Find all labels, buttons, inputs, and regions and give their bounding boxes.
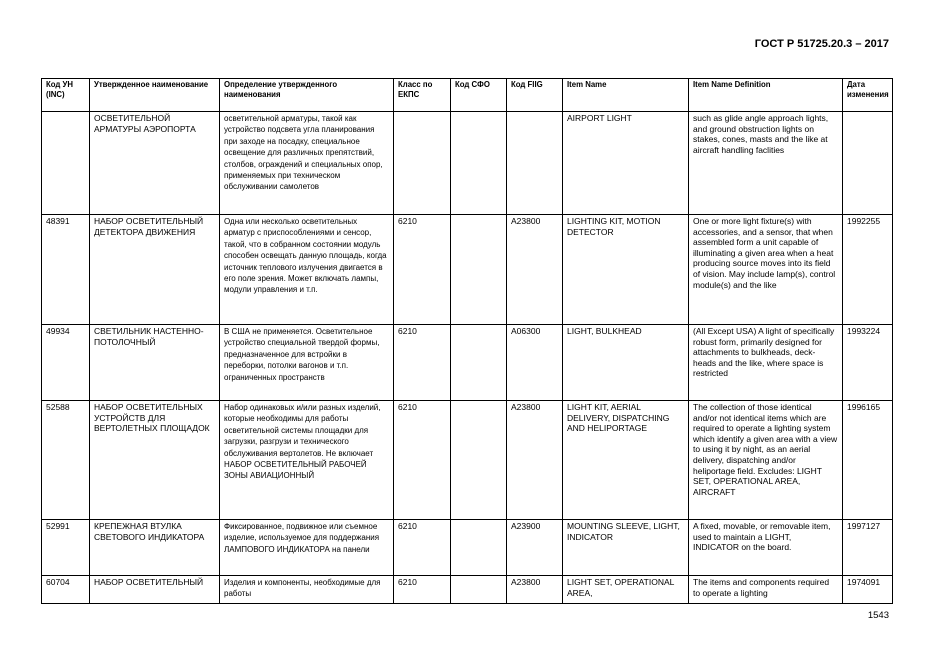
cell-fiig: A23800 xyxy=(507,215,563,325)
column-header-inc: Код УН (INC) xyxy=(42,79,90,112)
cell-class: 6210 xyxy=(394,401,451,520)
cell-date: 1992255 xyxy=(843,215,893,325)
cell-class: 6210 xyxy=(394,520,451,576)
page-number: 1543 xyxy=(867,610,889,621)
cell-inc: 52588 xyxy=(42,401,90,520)
column-header-class: Класс по ЕКПС xyxy=(394,79,451,112)
cell-definition-ru: В США не применяется. Осветительное устройство специальной твердой формы, предназначенное для встройки в переборки, потолки вагонов и т.п. ограниченных пространств xyxy=(220,325,394,401)
cell-name-ru: СВЕТИЛЬНИК НАСТЕННО-ПОТОЛОЧНЫЙ xyxy=(90,325,220,401)
column-header-definition-ru: Определение утвержденного наименования xyxy=(220,79,394,112)
cell-item-name: LIGHT KIT, AERIAL DELIVERY, DISPATCHING AND HELIPORTAGE xyxy=(563,401,689,520)
cell-fiig: A23900 xyxy=(507,520,563,576)
cell-definition-ru: Одна или несколько осветительных арматур с приспособлениями и сенсор, такой, что в собранном состоянии модуль способен освещать данную площадь, когда источник теплового излучения двигается в его поле зрения. Может включать лампы, модули управления и т.п. xyxy=(220,215,394,325)
table-row xyxy=(42,215,893,325)
cell-definition-ru: осветительной арматуры, такой как устройство подсвета угла планирования при заходе на посадку, специальное освещение для различных препятствий, столбов, ограждений и специальных опор, применяемых при техническом обслуживании самолетов xyxy=(220,112,394,215)
cell-fiig xyxy=(507,112,563,215)
cell-item-definition: The items and components required to operate a lighting xyxy=(689,576,843,604)
cell-definition-ru: Набор одинаковых и/или разных изделий, которые необходимы для работы осветительной системы площадки для загрузки, разгрузи и технического обслуживания вертолетов. Не включает НАБОР ОСВЕТИТЕЛЬНЫЙ РАБОЧЕЙ ЗОНЫ АВИАЦИОННЫЙ xyxy=(220,401,394,520)
catalog-table xyxy=(41,78,893,604)
cell-item-definition: The collection of those identical and/or not identical items which are required to operate a lighting system which identify a given area with a view to using it by night, as an aerial delivery, dispatching and/or heliportage field. Excludes: LIGHT SET, OPERATIONAL AREA, AIRCRAFT xyxy=(689,401,843,520)
cell-date xyxy=(843,112,893,215)
cell-item-definition: such as glide angle approach lights, and ground obstruction lights on stakes, cones, masts and the like at aircraft handling faclities xyxy=(689,112,843,215)
cell-item-definition: (All Except USA) A light of specifically robust form, primarily designed for attachments to bulkheads, deck-heads and the like, where space is restricted xyxy=(689,325,843,401)
table-header-row xyxy=(42,79,893,112)
column-header-fiig: Код FIIG xyxy=(507,79,563,112)
table-row xyxy=(42,401,893,520)
column-header-item-definition: Item Name Definition xyxy=(689,79,843,112)
cell-name-ru: НАБОР ОСВЕТИТЕЛЬНЫЙ ДЕТЕКТОРА ДВИЖЕНИЯ xyxy=(90,215,220,325)
cell-sfo xyxy=(451,520,507,576)
cell-class: 6210 xyxy=(394,325,451,401)
cell-definition-ru: Фиксированное, подвижное или съемное изделие, используемое для поддержания ЛАМПОВОГО ИНДИКАТОРА на панели xyxy=(220,520,394,576)
column-header-date: Дата изменения xyxy=(843,79,893,112)
cell-date: 1996165 xyxy=(843,401,893,520)
cell-definition-ru: Изделия и компоненты, необходимые для работы xyxy=(220,576,394,604)
cell-class: 6210 xyxy=(394,576,451,604)
table-row xyxy=(42,520,893,576)
cell-inc: 48391 xyxy=(42,215,90,325)
cell-sfo xyxy=(451,325,507,401)
cell-date: 1997127 xyxy=(843,520,893,576)
table-row xyxy=(42,576,893,604)
cell-item-name: MOUNTING SLEEVE, LIGHT, INDICATOR xyxy=(563,520,689,576)
cell-date: 1974091 xyxy=(843,576,893,604)
cell-item-definition: A fixed, movable, or removable item, used to maintain a LIGHT, INDICATOR on the board. xyxy=(689,520,843,576)
cell-item-name: LIGHT SET, OPERATIONAL AREA, xyxy=(563,576,689,604)
cell-item-name: LIGHTING KIT, MOTION DETECTOR xyxy=(563,215,689,325)
cell-inc xyxy=(42,112,90,215)
cell-sfo xyxy=(451,576,507,604)
column-header-item-name: Item Name xyxy=(563,79,689,112)
cell-sfo xyxy=(451,401,507,520)
column-header-name-ru: Утвержденное наименование xyxy=(90,79,220,112)
cell-inc: 52991 xyxy=(42,520,90,576)
document-standard-number: ГОСТ Р 51725.20.3 – 2017 xyxy=(754,38,889,50)
cell-date: 1993224 xyxy=(843,325,893,401)
cell-item-name: LIGHT, BULKHEAD xyxy=(563,325,689,401)
cell-name-ru: НАБОР ОСВЕТИТЕЛЬНЫЙ xyxy=(90,576,220,604)
cell-fiig: A23800 xyxy=(507,401,563,520)
column-header-sfo: Код СФО xyxy=(451,79,507,112)
cell-class xyxy=(394,112,451,215)
cell-fiig: A06300 xyxy=(507,325,563,401)
cell-item-definition: One or more light fixture(s) with accessories, and a sensor, that when assembled form a unit capable of illuminating a given area when a heat producing source moves into its field of vision. May include lamp(s), control module(s) and the like xyxy=(689,215,843,325)
cell-name-ru: ОСВЕТИТЕЛЬНОЙ АРМАТУРЫ АЭРОПОРТА xyxy=(90,112,220,215)
cell-name-ru: НАБОР ОСВЕТИТЕЛЬНЫХ УСТРОЙСТВ ДЛЯ ВЕРТОЛЕТНЫХ ПЛОЩАДОК xyxy=(90,401,220,520)
cell-inc: 60704 xyxy=(42,576,90,604)
cell-item-name: AIRPORT LIGHT xyxy=(563,112,689,215)
cell-sfo xyxy=(451,215,507,325)
cell-name-ru: КРЕПЕЖНАЯ ВТУЛКА СВЕТОВОГО ИНДИКАТОРА xyxy=(90,520,220,576)
table-row xyxy=(42,325,893,401)
table-row xyxy=(42,112,893,215)
cell-class: 6210 xyxy=(394,215,451,325)
cell-inc: 49934 xyxy=(42,325,90,401)
cell-fiig: A23800 xyxy=(507,576,563,604)
cell-sfo xyxy=(451,112,507,215)
